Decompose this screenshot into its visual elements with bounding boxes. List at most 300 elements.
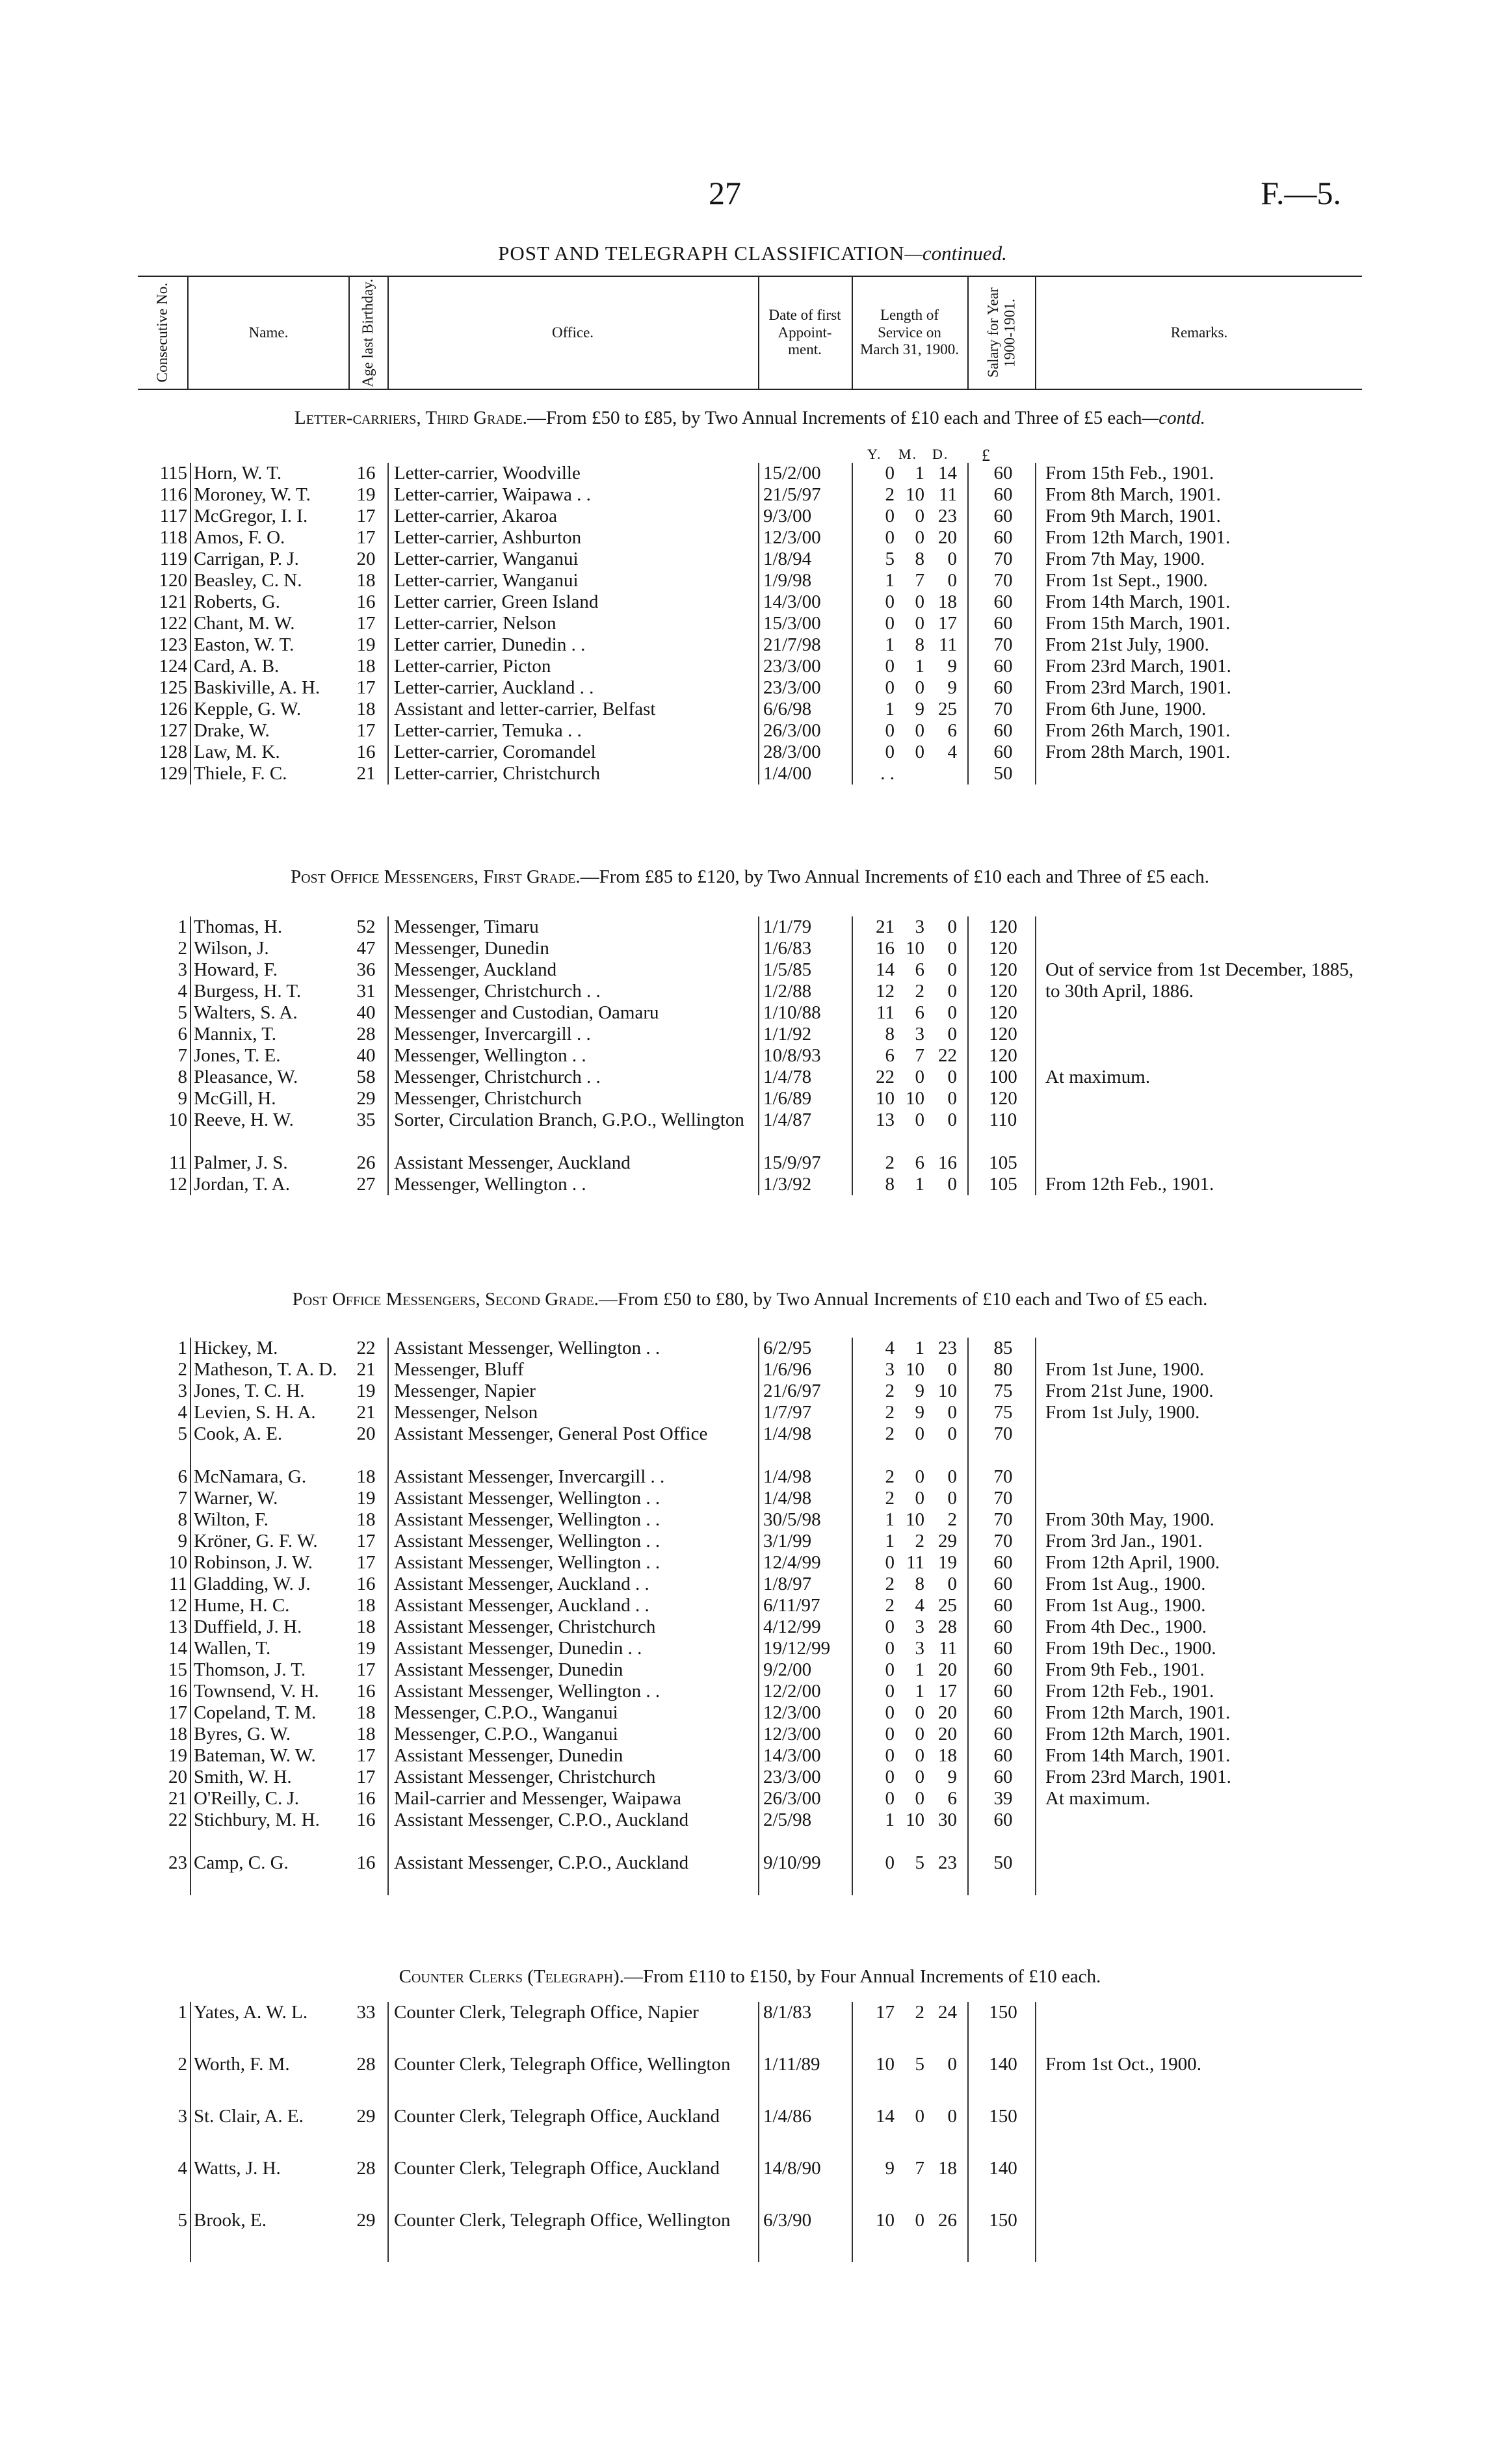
cell-office: Messenger, Nelson xyxy=(394,1402,538,1423)
table-row xyxy=(138,527,1362,549)
section-title: Post Office Messengers, First Grade.—From £85 to £120, by Two Annual Increments of £10 each and Three of £5 each. xyxy=(290,866,1210,887)
cell-no: 19 xyxy=(168,1745,187,1766)
remark-out-of-service: Out of service from 1st December, 1885, to 30th April, 1886. xyxy=(1045,959,1354,1002)
cell-no: 7 xyxy=(177,1045,187,1066)
cell-salary: 60 xyxy=(993,720,1013,741)
cell-no: 15 xyxy=(168,1659,187,1680)
cell-date: 1/2/88 xyxy=(763,981,812,1002)
cell-no: 10 xyxy=(168,1552,187,1573)
cell-office: Letter-carrier, Woodville xyxy=(394,463,581,484)
cell-salary: 70 xyxy=(993,1531,1013,1551)
cell-no: 3 xyxy=(177,2106,187,2127)
cell-age: 16 xyxy=(356,1574,376,1594)
cell-remarks: From 12th March, 1901. xyxy=(1045,1724,1231,1744)
cell-date: 1/4/98 xyxy=(763,1423,812,1444)
column-rule xyxy=(967,916,969,1195)
cell-y: 2 xyxy=(885,1574,895,1594)
cell-office: Sorter, Circulation Branch, G.P.O., Wellington xyxy=(394,1109,744,1130)
cell-remarks: From 21st July, 1900. xyxy=(1045,634,1209,655)
cell-d: 0 xyxy=(947,549,957,569)
cell-remarks: From 4th Dec., 1900. xyxy=(1045,1616,1207,1637)
cell-remarks: From 1st Oct., 1900. xyxy=(1045,2054,1202,2075)
cell-salary: 39 xyxy=(993,1788,1013,1809)
cell-name: Jones, T. C. H. xyxy=(194,1381,305,1401)
cell-salary: 100 xyxy=(989,1067,1017,1087)
table-row xyxy=(138,2158,1362,2210)
column-rule xyxy=(190,2002,191,2262)
cell-name: Kepple, G. W. xyxy=(194,699,302,720)
cell-m: 0 xyxy=(915,591,924,612)
cell-salary: 70 xyxy=(993,1488,1013,1509)
cell-date: 9/2/00 xyxy=(763,1659,812,1680)
cell-d: 29 xyxy=(938,1531,957,1551)
column-rule xyxy=(967,1338,969,1895)
cell-name: Copeland, T. M. xyxy=(194,1702,317,1723)
cell-date: 21/7/98 xyxy=(763,634,821,655)
cell-salary: 60 xyxy=(993,463,1013,484)
cell-y: 21 xyxy=(876,916,895,937)
cell-age: 20 xyxy=(356,1423,376,1444)
cell-no: 118 xyxy=(159,527,187,548)
cell-name: Horn, W. T. xyxy=(194,463,282,484)
cell-name: Mannix, T. xyxy=(194,1024,277,1044)
cell-age: 17 xyxy=(356,1531,376,1551)
cell-name: Wilton, F. xyxy=(194,1509,268,1530)
header-office: Office. xyxy=(551,324,594,341)
cell-name: Carrigan, P. J. xyxy=(194,549,299,569)
cell-salary: 105 xyxy=(989,1152,1017,1173)
cell-y: 0 xyxy=(885,742,895,762)
cell-d: 24 xyxy=(938,2002,957,2023)
cell-office: Messenger, Christchurch . . xyxy=(394,1067,601,1087)
cell-d: 22 xyxy=(938,1045,957,1066)
cell-no: 1 xyxy=(177,1338,187,1358)
cell-salary: 150 xyxy=(989,2210,1017,2231)
cell-no: 117 xyxy=(159,506,187,526)
cell-no: 7 xyxy=(177,1488,187,1509)
table-row xyxy=(138,570,1362,591)
table-row xyxy=(138,1338,1362,1359)
cell-name: O'Reilly, C. J. xyxy=(194,1788,300,1809)
cell-age: 17 xyxy=(356,677,376,698)
cell-age: 16 xyxy=(356,591,376,612)
cell-d: 11 xyxy=(939,1638,957,1659)
cell-m: 10 xyxy=(906,1509,924,1530)
cell-m: 0 xyxy=(915,1767,924,1787)
column-rule xyxy=(387,916,389,1195)
cell-y: 17 xyxy=(876,2002,895,2023)
cell-office: Assistant Messenger, Auckland . . xyxy=(394,1595,649,1616)
column-header xyxy=(138,276,1362,390)
cell-d: 0 xyxy=(947,2106,957,2127)
cell-age: 40 xyxy=(356,1002,376,1023)
cell-m: 5 xyxy=(915,2054,924,2075)
table-row xyxy=(138,1552,1362,1574)
cell-office: Counter Clerk, Telegraph Office, Napier xyxy=(394,2002,699,2023)
cell-office: Letter-carrier, Ashburton xyxy=(394,527,582,548)
cell-m: 0 xyxy=(915,677,924,698)
cell-no: 122 xyxy=(159,613,187,634)
cell-name: St. Clair, A. E. xyxy=(194,2106,304,2127)
cell-y: 0 xyxy=(885,1788,895,1809)
cell-age: 16 xyxy=(356,1852,376,1873)
cell-salary: 50 xyxy=(993,1852,1013,1873)
cell-d: 18 xyxy=(938,2158,957,2179)
cell-no: 126 xyxy=(159,699,187,720)
table-row xyxy=(138,1381,1362,1402)
cell-age: 18 xyxy=(356,1466,376,1487)
cell-date: 23/3/00 xyxy=(763,1767,821,1787)
cell-name: Walters, S. A. xyxy=(194,1002,298,1023)
table-row xyxy=(138,1088,1362,1109)
cell-name: Camp, C. G. xyxy=(194,1852,289,1873)
cell-age: 18 xyxy=(356,570,376,591)
cell-d: 0 xyxy=(947,981,957,1002)
cell-name: Thiele, F. C. xyxy=(194,763,287,784)
cell-remarks: From 9th March, 1901. xyxy=(1045,506,1221,526)
cell-salary: 85 xyxy=(993,1338,1013,1358)
cell-salary: 120 xyxy=(989,981,1017,1002)
cell-date: 30/5/98 xyxy=(763,1509,821,1530)
cell-age: 40 xyxy=(356,1045,376,1066)
cell-no: 21 xyxy=(168,1788,187,1809)
cell-office: Assistant Messenger, Dunedin xyxy=(394,1659,623,1680)
cell-y: 0 xyxy=(885,1767,895,1787)
cell-age: 21 xyxy=(356,763,376,784)
cell-no: 116 xyxy=(159,484,187,505)
cell-salary: 60 xyxy=(993,1745,1013,1766)
cell-m: 2 xyxy=(915,1531,924,1551)
header-name: Name. xyxy=(248,324,289,341)
cell-remarks: From 12th Feb., 1901. xyxy=(1045,1681,1214,1702)
table-row xyxy=(138,763,1362,785)
section-title: Letter-carriers, Third Grade.—From £50 to £85, by Two Annual Increments of £10 each and Three of £5 each—contd. xyxy=(294,408,1205,428)
column-rule xyxy=(190,463,191,785)
cell-m: 10 xyxy=(906,484,924,505)
document-reference: F.—5. xyxy=(1261,175,1341,211)
cell-name: Watts, J. H. xyxy=(194,2158,281,2179)
table-row xyxy=(138,591,1362,613)
cell-name: McGill, H. xyxy=(194,1088,276,1109)
cell-d: 0 xyxy=(947,1174,957,1195)
column-rule xyxy=(758,1338,759,1895)
cell-age: 16 xyxy=(356,1681,376,1702)
cell-m: 6 xyxy=(915,959,924,980)
cell-y: 0 xyxy=(885,1659,895,1680)
cell-remarks: From 12th April, 1900. xyxy=(1045,1552,1220,1573)
cell-salary: 60 xyxy=(993,484,1013,505)
cell-name: Baskiville, A. H. xyxy=(194,677,321,698)
table-row xyxy=(138,938,1362,959)
cell-d: 0 xyxy=(947,2054,957,2075)
cell-name: Kröner, G. F. W. xyxy=(194,1531,318,1551)
cell-salary: 60 xyxy=(993,742,1013,762)
cell-date: 1/7/97 xyxy=(763,1402,812,1423)
cell-m: 0 xyxy=(915,1067,924,1087)
cell-m: 1 xyxy=(915,1174,924,1195)
cell-name: Brook, E. xyxy=(194,2210,267,2231)
cell-m: 3 xyxy=(915,1638,924,1659)
cell-no: 8 xyxy=(177,1509,187,1530)
cell-y: 1 xyxy=(885,570,895,591)
cell-salary: 60 xyxy=(993,1702,1013,1723)
cell-y: 1 xyxy=(885,1809,895,1830)
cell-age: 26 xyxy=(356,1152,376,1173)
cell-remarks: From 7th May, 1900. xyxy=(1045,549,1205,569)
cell-remarks: From 23rd March, 1901. xyxy=(1045,656,1231,677)
cell-office: Assistant Messenger, Dunedin . . xyxy=(394,1638,642,1659)
cell-date: 1/8/94 xyxy=(763,549,812,569)
cell-salary: 75 xyxy=(993,1402,1013,1423)
cell-y: 8 xyxy=(885,1174,895,1195)
cell-no: 22 xyxy=(168,1809,187,1830)
cell-no: 20 xyxy=(168,1767,187,1787)
cell-y: 1 xyxy=(885,1509,895,1530)
cell-age: 19 xyxy=(356,1638,376,1659)
cell-office: Messenger, Napier xyxy=(394,1381,536,1401)
table-row xyxy=(138,699,1362,720)
cell-date: 1/4/78 xyxy=(763,1067,812,1087)
cell-age: 16 xyxy=(356,463,376,484)
cell-no: 5 xyxy=(177,1002,187,1023)
cell-age: 17 xyxy=(356,720,376,741)
cell-y: 14 xyxy=(876,2106,895,2127)
cell-salary: 120 xyxy=(989,938,1017,959)
table-row xyxy=(138,720,1362,742)
cell-y: 0 xyxy=(885,677,895,698)
cell-salary: 120 xyxy=(989,1045,1017,1066)
cell-age: 16 xyxy=(356,1788,376,1809)
cell-name: Wallen, T. xyxy=(194,1638,271,1659)
cell-office: Messenger, Bluff xyxy=(394,1359,524,1380)
cell-name: Bateman, W. W. xyxy=(194,1745,316,1766)
table-row xyxy=(138,1616,1362,1638)
cell-office: Messenger, Wellington . . xyxy=(394,1174,586,1195)
cell-m: 5 xyxy=(915,1852,924,1873)
cell-office: Mail-carrier and Messenger, Waipawa xyxy=(394,1788,682,1809)
cell-date: 15/3/00 xyxy=(763,613,821,634)
cell-age: 17 xyxy=(356,1552,376,1573)
cell-m: 10 xyxy=(906,1088,924,1109)
cell-y: 14 xyxy=(876,959,895,980)
cell-salary: 70 xyxy=(993,1423,1013,1444)
cell-office: Messenger, Christchurch xyxy=(394,1088,582,1109)
table-row xyxy=(138,463,1362,484)
cell-office: Messenger, Dunedin xyxy=(394,938,549,959)
table-row xyxy=(138,634,1362,656)
cell-m: 1 xyxy=(915,1681,924,1702)
cell-y: 6 xyxy=(885,1045,895,1066)
cell-y: 1 xyxy=(885,1531,895,1551)
cell-y: 0 xyxy=(885,613,895,634)
header-consecutive: Consecutive No. xyxy=(154,283,171,383)
table-row xyxy=(138,549,1362,570)
cell-salary: 120 xyxy=(989,1024,1017,1044)
cell-office: Assistant Messenger, C.P.O., Auckland xyxy=(394,1852,689,1873)
table-row xyxy=(138,1402,1362,1423)
cell-remarks: From 1st July, 1900. xyxy=(1045,1402,1200,1423)
cell-remarks: From 23rd March, 1901. xyxy=(1045,1767,1231,1787)
cell-salary: 60 xyxy=(993,656,1013,677)
table-row xyxy=(138,1724,1362,1745)
cell-date: 6/11/97 xyxy=(763,1595,820,1616)
cell-remarks: From 28th March, 1901. xyxy=(1045,742,1231,762)
cell-age: 18 xyxy=(356,656,376,677)
header-date: Date of first Appoint-ment. xyxy=(768,307,841,358)
cell-name: Levien, S. H. A. xyxy=(194,1402,316,1423)
cell-d: 6 xyxy=(947,720,957,741)
table-row xyxy=(138,1659,1362,1681)
cell-date: 12/4/99 xyxy=(763,1552,821,1573)
table-row xyxy=(138,677,1362,699)
cell-name: Jordan, T. A. xyxy=(194,1174,290,1195)
cell-age: 33 xyxy=(356,2002,376,2023)
cell-m: 10 xyxy=(906,938,924,959)
cell-age: 19 xyxy=(356,1488,376,1509)
cell-m: 0 xyxy=(915,2106,924,2127)
cell-m: 0 xyxy=(915,1423,924,1444)
cell-y: 1 xyxy=(885,699,895,720)
cell-name: Yates, A. W. L. xyxy=(194,2002,308,2023)
table-row xyxy=(138,1852,1362,1895)
cell-m: 9 xyxy=(915,699,924,720)
cell-salary: 110 xyxy=(989,1109,1017,1130)
cell-m: 0 xyxy=(915,1466,924,1487)
cell-age: 17 xyxy=(356,1659,376,1680)
cell-age: 36 xyxy=(356,959,376,980)
cell-y: 8 xyxy=(885,1024,895,1044)
cell-m: 8 xyxy=(915,549,924,569)
cell-d: 19 xyxy=(938,1552,957,1573)
cell-office: Letter-carrier, Nelson xyxy=(394,613,556,634)
cell-date: 1/5/85 xyxy=(763,959,812,980)
cell-y: 2 xyxy=(885,1466,895,1487)
column-rule xyxy=(1035,1338,1036,1895)
cell-date: 12/2/00 xyxy=(763,1681,821,1702)
cell-remarks: From 14th March, 1901. xyxy=(1045,1745,1231,1766)
cell-m: 8 xyxy=(915,1574,924,1594)
cell-d: 0 xyxy=(947,1002,957,1023)
table-row xyxy=(138,1067,1362,1088)
table-row xyxy=(138,1359,1362,1381)
cell-office: Counter Clerk, Telegraph Office, Wellington xyxy=(394,2054,731,2075)
cell-m: 1 xyxy=(915,1338,924,1358)
page-title: POST AND TELEGRAPH CLASSIFICATION—continued. xyxy=(498,242,1007,265)
header-remarks: Remarks. xyxy=(1170,324,1228,341)
cell-d: 0 xyxy=(947,1423,957,1444)
cell-m: 3 xyxy=(915,1616,924,1637)
cell-m: 9 xyxy=(915,1381,924,1401)
cell-age: 21 xyxy=(356,1359,376,1380)
cell-y: 0 xyxy=(885,1724,895,1744)
cell-no: 14 xyxy=(168,1638,187,1659)
cell-no: 4 xyxy=(177,2158,187,2179)
cell-y: 10 xyxy=(876,2210,895,2231)
cell-salary: 60 xyxy=(993,677,1013,698)
cell-m: 7 xyxy=(915,1045,924,1066)
pound-unit: £ xyxy=(982,446,991,465)
cell-age: 28 xyxy=(356,2054,376,2075)
cell-date: 1/1/92 xyxy=(763,1024,812,1044)
cell-salary: 70 xyxy=(993,549,1013,569)
cell-d: 17 xyxy=(938,613,957,634)
cell-d: 0 xyxy=(947,570,957,591)
cell-no: 2 xyxy=(177,938,187,959)
cell-age: 17 xyxy=(356,613,376,634)
cell-name: Warner, W. xyxy=(194,1488,278,1509)
cell-salary: 150 xyxy=(989,2106,1017,2127)
column-rule xyxy=(852,2002,853,2262)
column-rule xyxy=(387,2002,389,2262)
cell-remarks: From 12th March, 1901. xyxy=(1045,1702,1231,1723)
cell-y: 10 xyxy=(876,1088,895,1109)
cell-date: 23/3/00 xyxy=(763,656,821,677)
cell-d: 9 xyxy=(947,656,957,677)
cell-no: 5 xyxy=(177,2210,187,2231)
cell-y: 0 xyxy=(885,1702,895,1723)
cell-name: Wilson, J. xyxy=(194,938,269,959)
cell-no: 125 xyxy=(159,677,187,698)
cell-date: 1/4/98 xyxy=(763,1488,812,1509)
cell-no: 120 xyxy=(159,570,187,591)
cell-y: 0 xyxy=(885,463,895,484)
cell-d: 23 xyxy=(938,1852,957,1873)
cell-remarks: At maximum. xyxy=(1045,1067,1151,1087)
cell-no: 123 xyxy=(159,634,187,655)
cell-y: 0 xyxy=(885,656,895,677)
cell-m: 2 xyxy=(915,981,924,1002)
cell-d: 20 xyxy=(938,527,957,548)
cell-salary: 120 xyxy=(989,916,1017,937)
table-counter-clerks xyxy=(138,2002,1362,2262)
cell-date: 26/3/00 xyxy=(763,1788,821,1809)
cell-date: 12/3/00 xyxy=(763,1724,821,1744)
cell-no: 12 xyxy=(168,1595,187,1616)
column-rule xyxy=(190,916,191,1195)
cell-remarks: At maximum. xyxy=(1045,1788,1151,1809)
page-number: 27 xyxy=(709,175,741,211)
cell-office: Letter-carrier, Christchurch xyxy=(394,763,601,784)
table-messengers-second xyxy=(138,1338,1362,1895)
cell-date: 1/6/96 xyxy=(763,1359,812,1380)
cell-y: 0 xyxy=(885,720,895,741)
cell-no: 1 xyxy=(177,916,187,937)
cell-name: Hickey, M. xyxy=(194,1338,278,1358)
cell-name: Cook, A. E. xyxy=(194,1423,283,1444)
cell-d: 9 xyxy=(947,1767,957,1787)
cell-date: 1/4/98 xyxy=(763,1466,812,1487)
cell-y: 0 xyxy=(885,1681,895,1702)
column-rule xyxy=(190,1338,191,1895)
cell-no: 16 xyxy=(168,1681,187,1702)
cell-name: McGregor, I. I. xyxy=(194,506,308,526)
cell-y: 2 xyxy=(885,1423,895,1444)
table-row xyxy=(138,1702,1362,1724)
cell-d: 23 xyxy=(938,1338,957,1358)
cell-date: 21/5/97 xyxy=(763,484,821,505)
cell-remarks: From 3rd Jan., 1901. xyxy=(1045,1531,1203,1551)
cell-name: Smith, W. H. xyxy=(194,1767,292,1787)
cell-remarks: From 6th June, 1900. xyxy=(1045,699,1207,720)
cell-m: 10 xyxy=(906,1809,924,1830)
cell-date: 1/3/92 xyxy=(763,1174,812,1195)
cell-d: 20 xyxy=(938,1702,957,1723)
cell-age: 18 xyxy=(356,1595,376,1616)
cell-y: 2 xyxy=(885,1488,895,1509)
cell-date: 6/2/95 xyxy=(763,1338,812,1358)
table-row xyxy=(138,916,1362,938)
cell-y: 0 xyxy=(885,1552,895,1573)
